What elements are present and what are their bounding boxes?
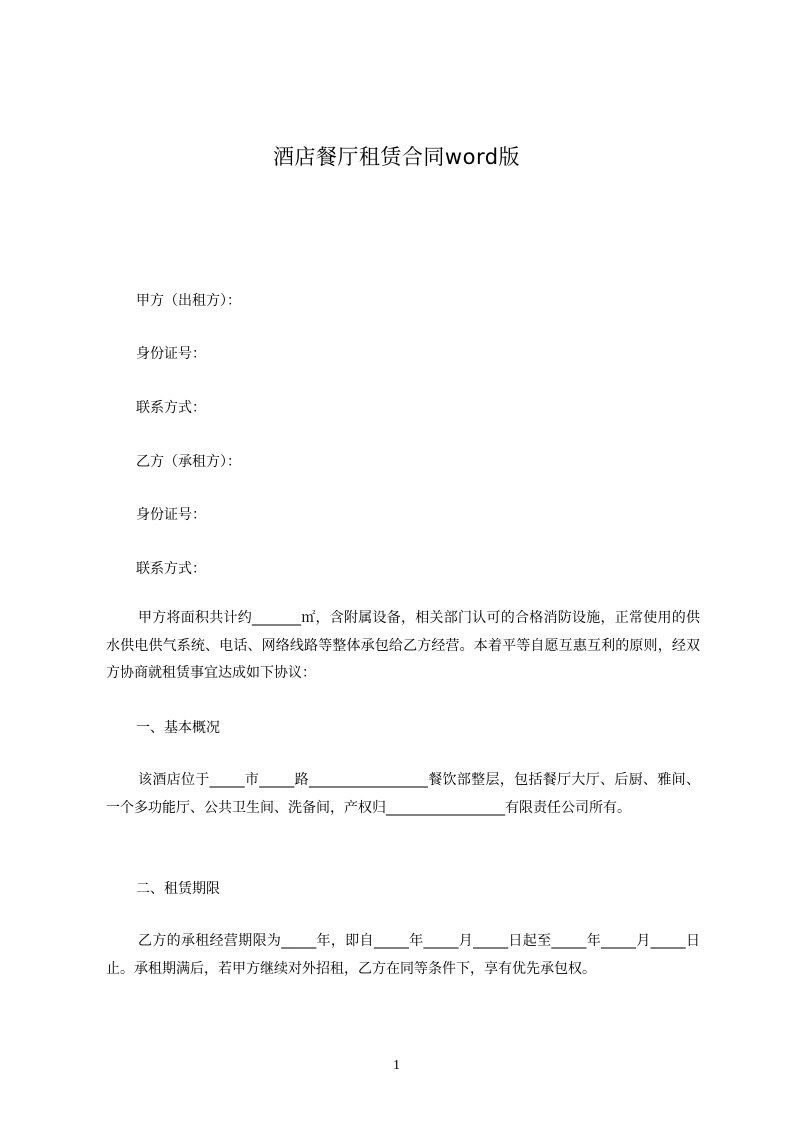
- party-b-contact-label: 联系方式：: [136, 561, 206, 577]
- section-body-term: 乙方的承租经营期限为_____年，即自_____年_____月_____日起至_____年_____月_____日止。承租期满后，若甲方继续对外招租，乙方在同等条件下，享有优先承包权。: [106, 933, 700, 977]
- party-a-contact-label: 联系方式：: [136, 400, 206, 416]
- party-b-id-label: 身份证号：: [136, 507, 206, 523]
- section-body-overview: 该酒店位于_____市_____路_________________餐饮部整层，包括餐厅大厅、后厨、雅间、一个多功能厅、公共卫生间、洗备间，产权归_________________有限责任公司所有。: [106, 772, 700, 816]
- page-number: 1: [393, 1058, 400, 1073]
- section-heading-overview: 一、基本概况: [136, 720, 220, 736]
- party-a-label: 甲方（出租方）：: [136, 293, 241, 309]
- party-b-label: 乙方（承租方）：: [136, 454, 241, 470]
- section-heading-term: 二、租赁期限: [136, 881, 220, 897]
- document-title: 酒店餐厅租赁合同word版: [272, 145, 521, 169]
- intro-paragraph: 甲方将面积共计约_______㎡，含附属设备，相关部门认可的合格消防设施，正常使用的供水供电供气系统、电话、网络线路等整体承包给乙方经营。本着平等自愿互惠互利的原则，经双方协商就租赁事宜达成如下协议：: [106, 610, 700, 681]
- party-a-id-label: 身份证号：: [136, 346, 206, 362]
